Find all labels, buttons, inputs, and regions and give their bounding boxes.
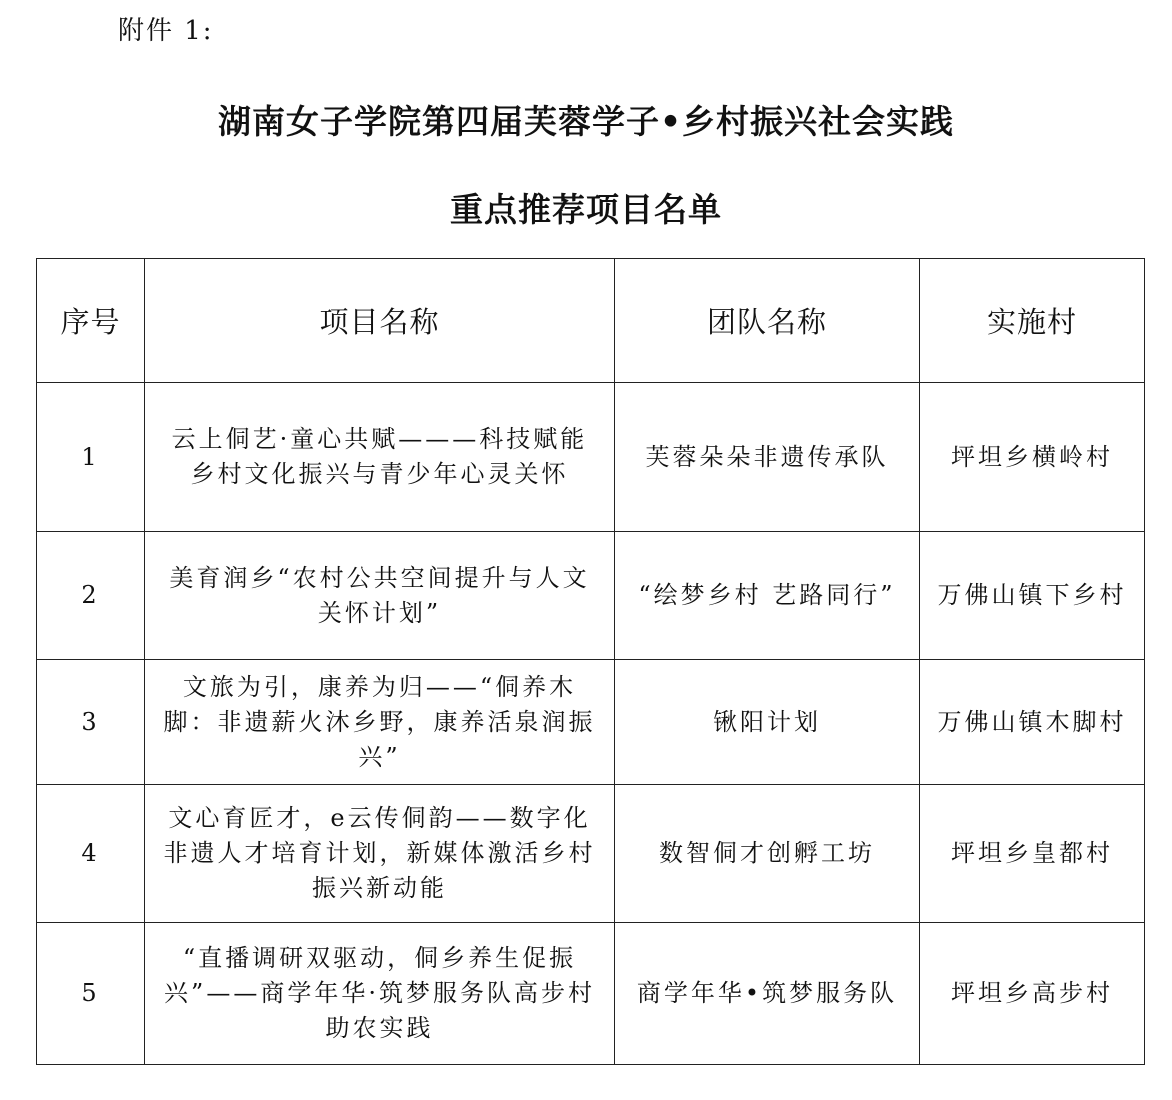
table-row bbox=[37, 532, 1145, 660]
row-project-name: “直播调研双驱动，侗乡养生促振兴”——商学年华·筑梦服务队高步村助农实践 bbox=[145, 923, 615, 1065]
row-project-name: 云上侗艺·童心共赋———科技赋能乡村文化振兴与青少年心灵关怀 bbox=[145, 383, 615, 532]
row-project-name: 文心育匠才，e云传侗韵——数字化非遗人才培育计划，新媒体激活乡村振兴新动能 bbox=[145, 785, 615, 923]
row-index: 1 bbox=[37, 383, 145, 532]
row-team-name: “绘梦乡村 艺路同行” bbox=[615, 532, 920, 660]
row-team-name: 锹阳计划 bbox=[615, 660, 920, 785]
row-project-name: 美育润乡“农村公共空间提升与人文关怀计划” bbox=[145, 532, 615, 660]
row-village: 万佛山镇木脚村 bbox=[920, 660, 1145, 785]
attachment-label: 附件 1: bbox=[118, 16, 214, 46]
row-village: 万佛山镇下乡村 bbox=[920, 532, 1145, 660]
table-header-row bbox=[37, 259, 1145, 383]
row-team-name: 芙蓉朵朵非遗传承队 bbox=[615, 383, 920, 532]
row-village: 坪坦乡横岭村 bbox=[920, 383, 1145, 532]
row-index: 2 bbox=[37, 532, 145, 660]
header-village: 实施村 bbox=[920, 259, 1145, 383]
row-village: 坪坦乡皇都村 bbox=[920, 785, 1145, 923]
row-village: 坪坦乡高步村 bbox=[920, 923, 1145, 1065]
table-row bbox=[37, 660, 1145, 785]
row-index: 3 bbox=[37, 660, 145, 785]
row-team-name: 商学年华•筑梦服务队 bbox=[615, 923, 920, 1065]
header-team-name: 团队名称 bbox=[615, 259, 920, 383]
document-subtitle: 重点推荐项目名单 bbox=[450, 190, 722, 229]
table-row bbox=[37, 923, 1145, 1065]
row-index: 5 bbox=[37, 923, 145, 1065]
row-project-name: 文旅为引，康养为归——“侗养木脚：非遗薪火沐乡野，康养活泉润振兴” bbox=[145, 660, 615, 785]
header-index: 序号 bbox=[37, 259, 145, 383]
project-list-table bbox=[36, 258, 1145, 1065]
document-title: 湖南女子学院第四届芙蓉学子•乡村振兴社会实践 bbox=[217, 102, 955, 141]
table-row bbox=[37, 383, 1145, 532]
table-row bbox=[37, 785, 1145, 923]
header-project-name: 项目名称 bbox=[145, 259, 615, 383]
row-team-name: 数智侗才创孵工坊 bbox=[615, 785, 920, 923]
row-index: 4 bbox=[37, 785, 145, 923]
